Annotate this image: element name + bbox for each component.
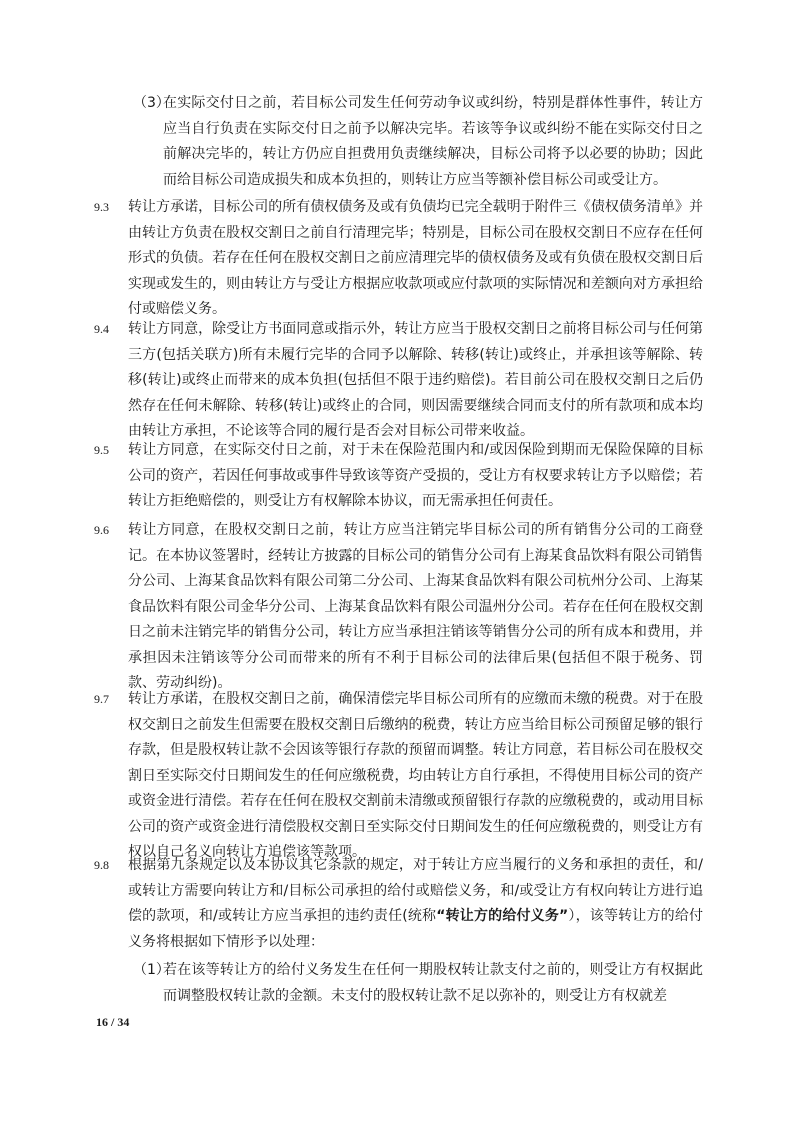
sub-clause-number: （3）	[133, 95, 170, 111]
clause-9-5	[94, 438, 703, 515]
clause-9-8	[94, 853, 703, 955]
clause-text: 转让方同意，在实际交付日之前，对于未在保险范围内和/或因保险到期而无保险保障的目标公司的资产，若因任何事故或事件导致该等资产受损的，受让方有权要求转让方予以赔偿；若转让方拒绝赔偿的，则受让方有权解除本协议，而无需承担任何责任。	[128, 442, 703, 509]
defined-term: “转让方的给付义务”	[436, 908, 569, 924]
clause-text: 转让方承诺，目标公司的所有债权债务及或有负债均已完全载明于附件三《债权债务清单》并由转让方负责在股权交割日之前自行清理完毕；特别是，目标公司在股权交割日不应存在任何形式的负债。若存在任何在股权交割日之前应清理完毕的债权债务及或有负债在股权交割日后实现或发生的，则由转让方与受让方根据应收款项或应付款项的实际情况和差额向对方承担给付或赔偿义务。	[128, 199, 703, 317]
sub-clause-1	[133, 958, 703, 1009]
clause-text: 转让方同意，在股权交割日之前，转让方应当注销完毕目标公司的所有销售分公司的工商登记。在本协议签署时，经转让方披露的目标公司的销售分公司有上海某食品饮料有限公司销售分公司、上海某食品饮料有限公司第二分公司、上海某食品饮料有限公司杭州分公司、上海某食品饮料有限公司金华分公司、上海某食品饮料有限公司温州分公司。若存在任何在股权交割日之前未注销完毕的销售分公司，转让方应当承担注销该等销售分公司的所有成本和费用，并承担因未注销该等分公司而带来的所有不利于目标公司的法律后果(包括但不限于税务、罚款、劳动纠纷)。	[128, 522, 703, 691]
sub-clause-text: 若在该等转让方的给付义务发生在任何一期股权转让款支付之前的，则受让方有权据此而调整股权转让款的金额。未支付的股权转让款不足以弥补的，则受让方有权就差	[163, 962, 703, 1004]
clause-number: 9.7	[94, 692, 109, 706]
clause-number: 9.8	[94, 858, 109, 872]
clause-text-before: 根据第九条规定以及本协议其它条款的规定，对于转让方应当履行的义务和承担的责任，和/或转让方需要向转让方和/目标公司承担的给付或赔偿义务，和/或受让方有权向转让方进行追偿的款项，和/或转让方应当承担的违约责任(统称	[128, 857, 703, 924]
clause-9-6	[94, 518, 703, 697]
clause-number: 9.4	[94, 322, 109, 336]
clause-text: 转让方同意，除受让方书面同意或指示外，转让方应当于股权交割日之前将目标公司与任何第三方(包括关联方)所有未履行完毕的合同予以解除、转移(转让)或终止，并承担该等解除、转移(转让)或终止而带来的成本负担(包括但不限于违约赔偿)。若目前公司在股权交割日之后仍然存在任何未解除、转移(转让)或终止的合同，则因需要继续合同而支付的所有款项和成本均由转让方承担，不论该等合同的履行是否会对目标公司带来收益。	[128, 321, 703, 439]
sub-clause-3	[133, 91, 703, 193]
clause-9-4	[94, 317, 703, 445]
sub-clause-text: 在实际交付日之前，若目标公司发生任何劳动争议或纠纷，特别是群体性事件，转让方应当自行负责在实际交付日之前予以解决完毕。若该等争议或纠纷不能在实际交付日之前解决完毕的，转让方仍应自担费用负责继续解决，目标公司将予以必要的协助；因此而给目标公司造成损失和成本负担的，则转让方应当等额补偿目标公司或受让方。	[163, 95, 703, 188]
clause-text: 转让方承诺，在股权交割日之前，确保清偿完毕目标公司所有的应缴而未缴的税费。对于在股权交割日之前发生但需要在股权交割日后缴纳的税费，转让方应当给目标公司预留足够的银行存款，但是股权转让款不会因该等银行存款的预留而调整。转让方同意，若目标公司在股权交割日至实际交付日期间发生的任何应缴税费，均由转让方自行承担，不得使用目标公司的资产或资金进行清偿。若存在任何在股权交割前未清缴或预留银行存款的应缴税费的，或动用目标公司的资产或资金进行清偿股权交割日至实际交付日期间发生的任何应缴税费的，则受让方有权以自己名义向转让方追偿该等款项。	[128, 691, 703, 860]
sub-clause-number: （1）	[133, 962, 170, 978]
clause-number: 9.3	[94, 200, 109, 214]
clause-9-3	[94, 195, 703, 323]
page-number: 16 / 34	[96, 1015, 130, 1029]
clause-number: 9.5	[94, 443, 109, 457]
clause-text-after: ），该等转让方的给付义务将根据如下情形予以处理：	[128, 908, 703, 950]
clause-number: 9.6	[94, 523, 109, 537]
